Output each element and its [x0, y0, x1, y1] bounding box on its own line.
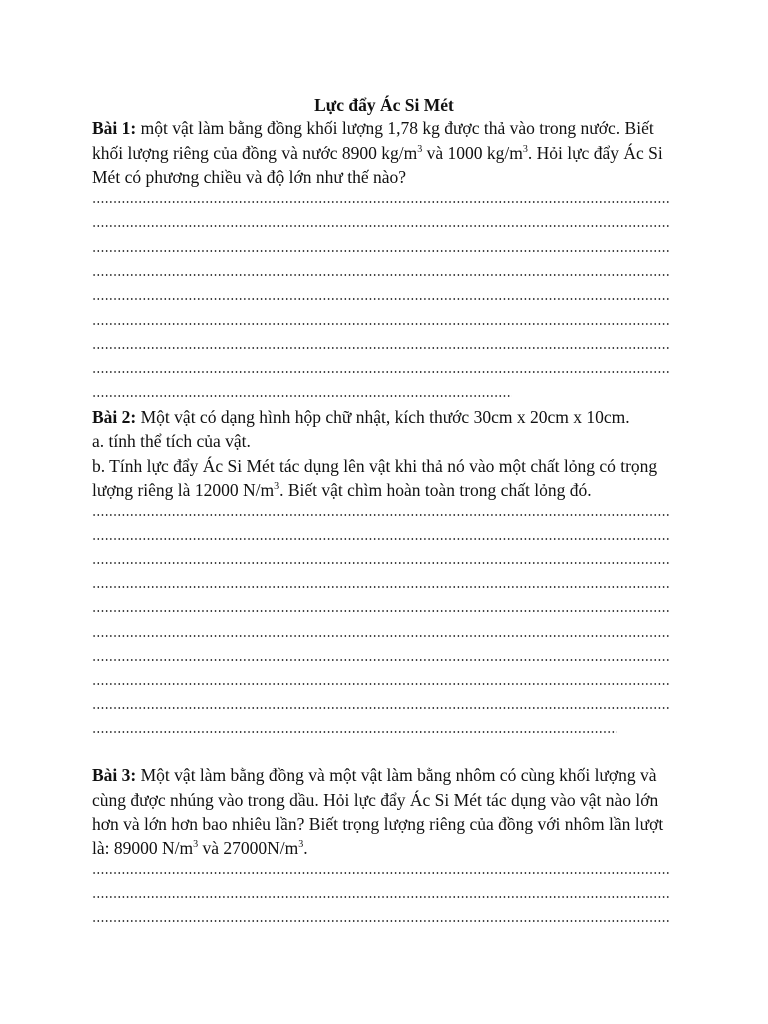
exercise-3-label: Bài 3: [92, 765, 137, 785]
page-title: Lực đẩy Ác Si Mét [314, 95, 454, 115]
answer-line [92, 562, 670, 564]
answer-line [92, 298, 670, 300]
answer-line [92, 514, 670, 516]
superscript-3: 3 [417, 144, 423, 155]
exercise-3-line-1 [92, 763, 657, 787]
exercise-2-text-4a: lượng riêng là 12000 N/m [92, 480, 275, 500]
answer-line [92, 920, 670, 922]
exercise-1-line-1 [92, 116, 654, 140]
exercise-1-text-2c: . Hỏi lực đẩy Ác Si [527, 143, 663, 163]
superscript-3: 3 [193, 839, 199, 850]
answer-line [92, 586, 670, 588]
answer-line [92, 347, 670, 349]
exercise-1-label: Bài 1: [92, 118, 137, 138]
answer-line [92, 896, 670, 898]
answer-line [92, 274, 670, 276]
answer-line [92, 201, 670, 203]
answer-line [92, 395, 512, 397]
answer-line [92, 371, 670, 373]
exercise-3-text-1: Một vật làm bằng đồng và một vật làm bằng nhôm có cùng khối lượng và [136, 765, 657, 785]
exercise-1-text-1: một vật làm bằng đồng khối lượng 1,78 kg được thả vào trong nước. Biết [136, 118, 654, 138]
exercise-3-text-4a: là: 89000 N/m [92, 838, 194, 858]
exercise-2-text-4b: . Biết vật chìm hoàn toàn trong chất lỏng đó. [279, 480, 592, 500]
exercise-3-line-3: hơn và lớn hơn bao nhiêu lần? Biết trọng lượng riêng của đồng với nhôm lần lượt [92, 814, 664, 834]
answer-line [92, 323, 670, 325]
answer-line [92, 635, 670, 637]
exercise-1-text-2a: khối lượng riêng của đồng và nước 8900 kg/m [92, 143, 418, 163]
exercise-3-line-4 [92, 836, 308, 860]
superscript-3: 3 [298, 839, 304, 850]
answer-line [92, 683, 670, 685]
exercise-3-line-2: cùng được nhúng vào trong dầu. Hỏi lực đẩy Ác Si Mét tác dụng vào vật nào lớn [92, 790, 659, 810]
answer-line [92, 250, 670, 252]
exercise-2-line-1 [92, 405, 630, 429]
exercise-2-line-2: a. tính thể tích của vật. [92, 431, 251, 451]
exercise-2-line-3: b. Tính lực đẩy Ác Si Mét tác dụng lên vật khi thả nó vào một chất lỏng có trọng [92, 456, 658, 476]
exercise-3-text-4b: và 27000N/m [198, 838, 299, 858]
exercise-2-label: Bài 2: [92, 407, 137, 427]
answer-line [92, 707, 670, 709]
answer-line [92, 872, 670, 874]
exercise-1-text-2b: và 1000 kg/m [422, 143, 523, 163]
superscript-3: 3 [274, 481, 280, 492]
answer-line [92, 538, 670, 540]
exercise-3-text-4c: . [303, 838, 308, 858]
exercise-1-line-3: Mét có phương chiều và độ lớn như thế nào? [92, 167, 407, 187]
exercise-1-line-2 [92, 141, 663, 165]
exercise-2-text-1: Một vật có dạng hình hộp chữ nhật, kích thước 30cm x 20cm x 10cm. [136, 407, 630, 427]
superscript-3: 3 [522, 144, 528, 155]
exercise-2-line-4 [92, 478, 592, 502]
answer-line [92, 659, 670, 661]
answer-line [92, 225, 670, 227]
answer-line [92, 610, 670, 612]
answer-line [92, 731, 617, 733]
